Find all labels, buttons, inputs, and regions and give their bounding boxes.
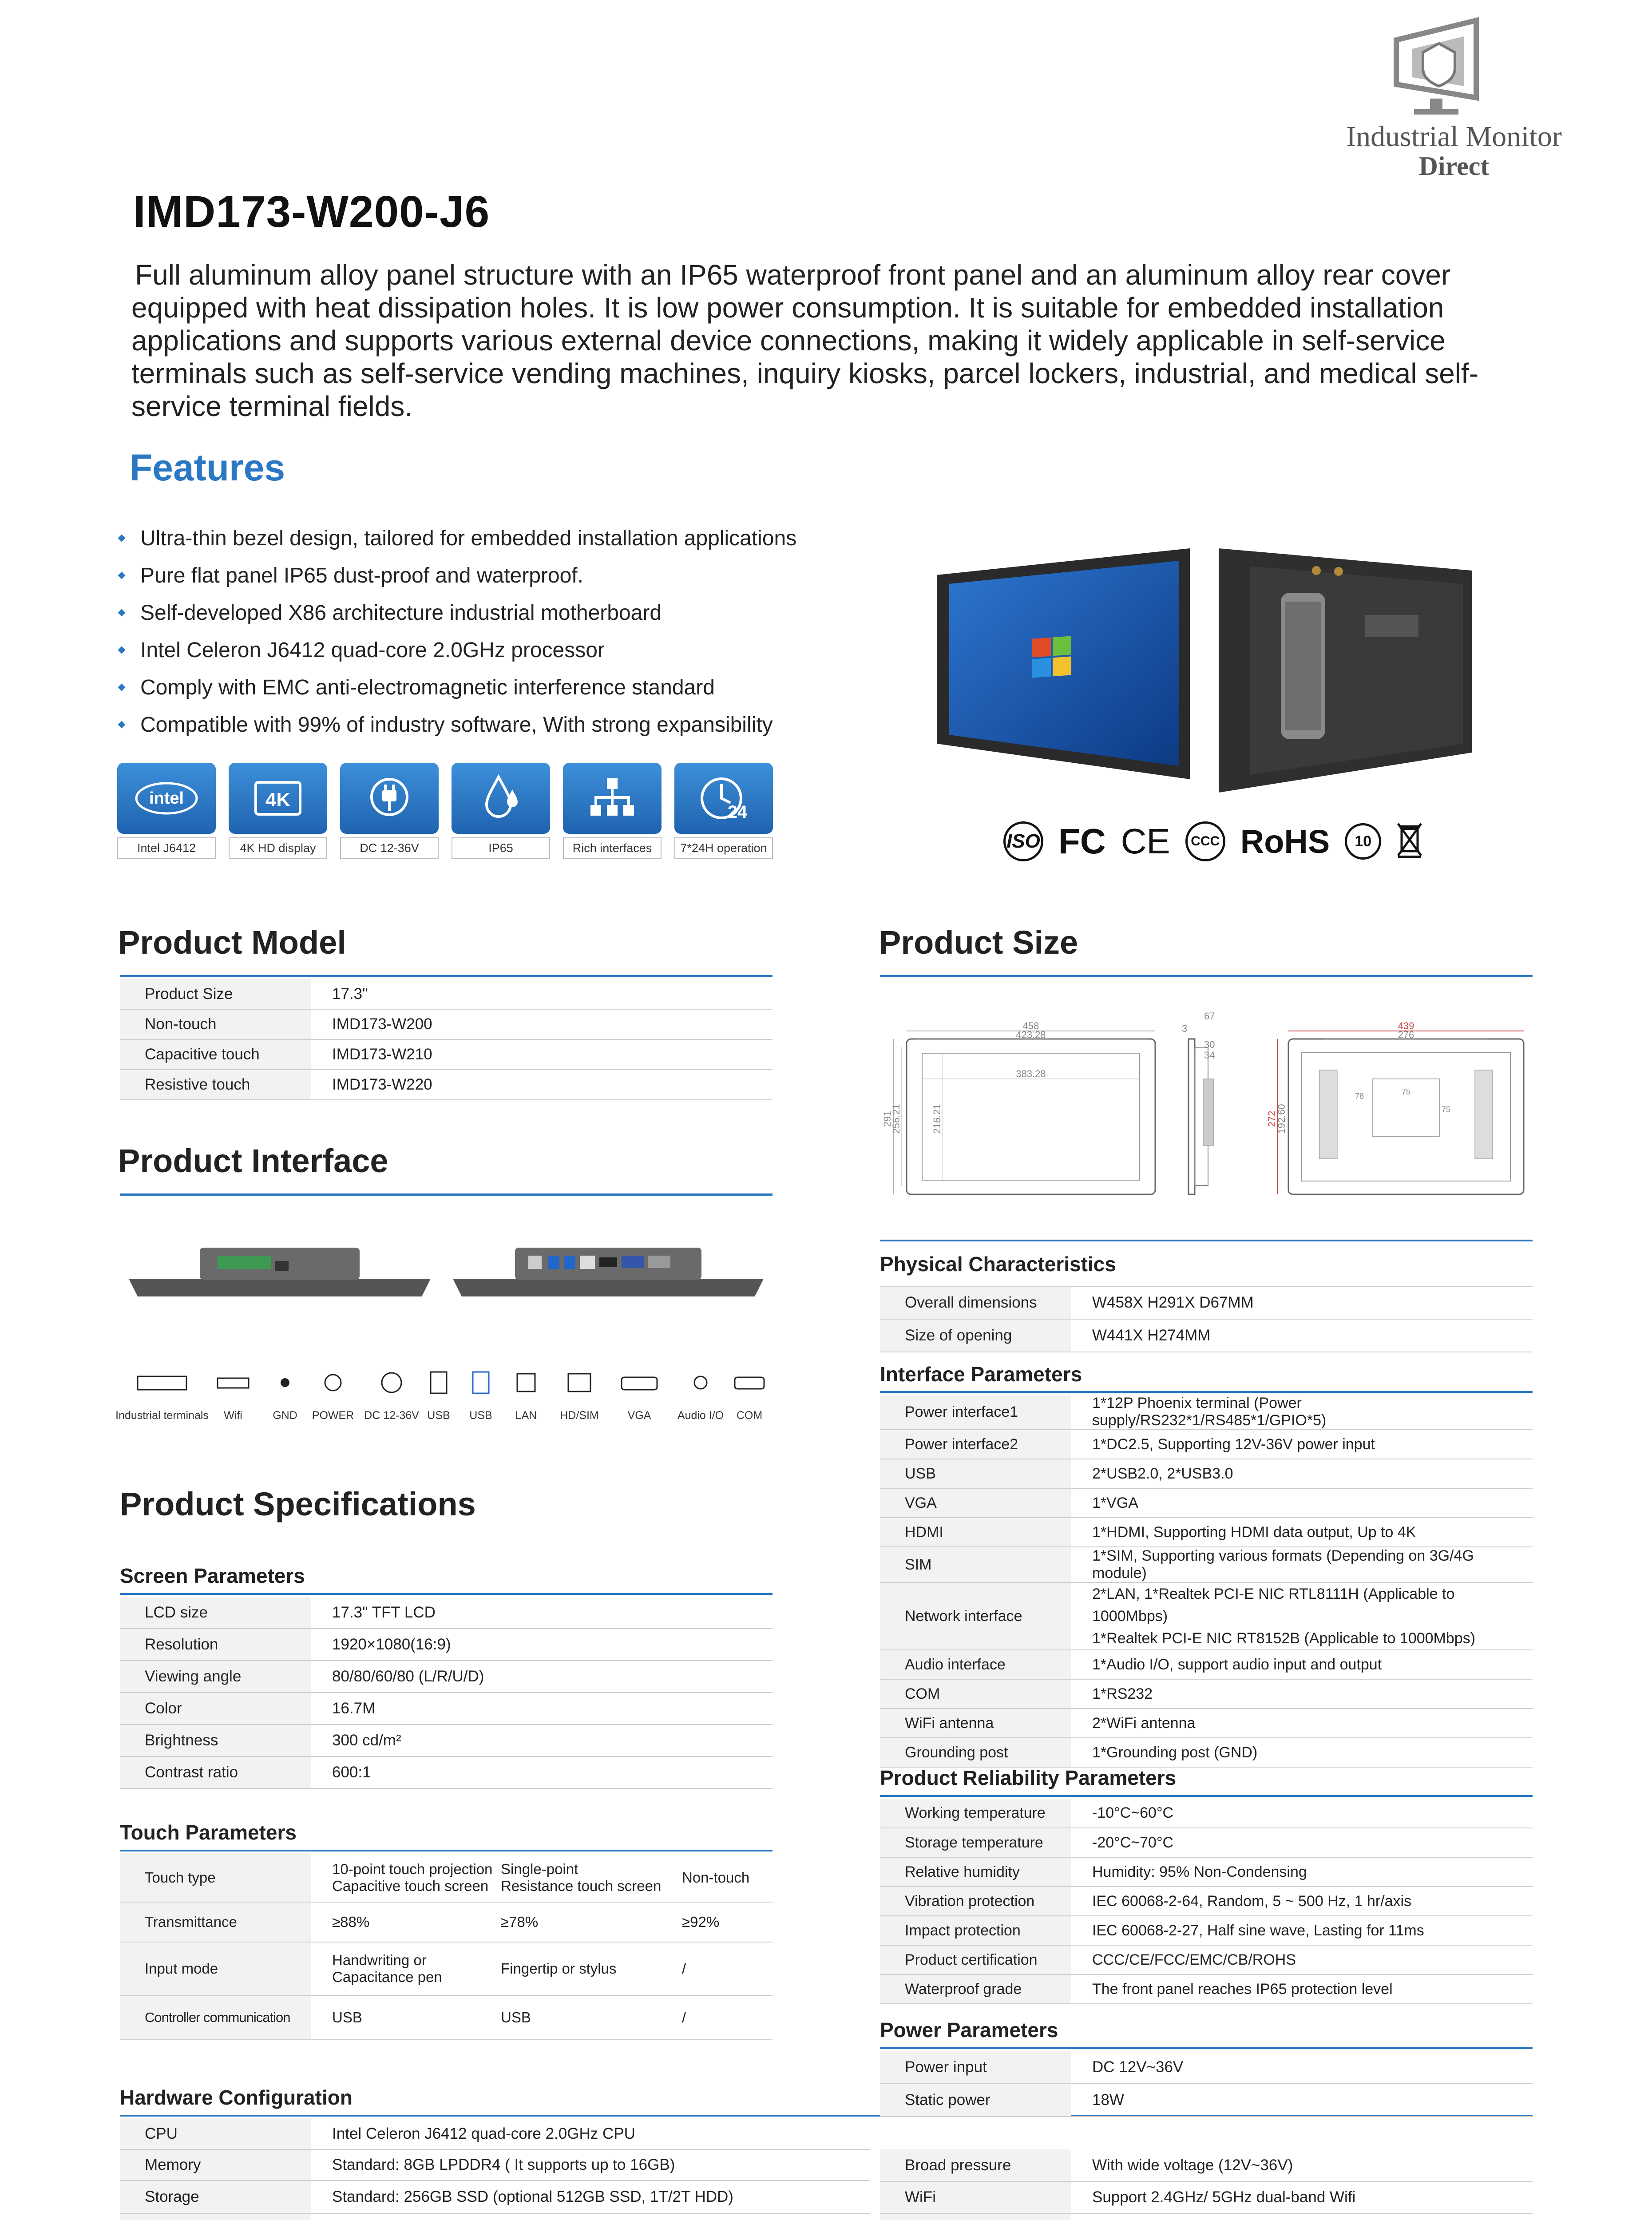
touch-parameters-heading: Touch Parameters bbox=[120, 1821, 297, 1844]
svg-text:383.28: 383.28 bbox=[1016, 1068, 1046, 1079]
section-rule bbox=[880, 975, 1533, 977]
svg-text:272: 272 bbox=[1266, 1110, 1277, 1127]
table-row: USB 2*USB2.0, 2*USB3.0 bbox=[880, 1459, 1533, 1488]
table-row: Overall dimensions W458X H291X D67MM bbox=[880, 1286, 1533, 1319]
table-row: Capacitive touch IMD173-W210 bbox=[120, 1039, 773, 1070]
interface-photo-right bbox=[453, 1234, 764, 1296]
badge-4k bbox=[229, 763, 327, 859]
certifications-row bbox=[1003, 821, 1447, 861]
feature-item: Comply with EMC anti-electromagnetic interference standard bbox=[116, 669, 871, 706]
interface-label: VGA bbox=[627, 1409, 651, 1422]
table-row: Size of opening W441X H274MM bbox=[880, 1319, 1533, 1352]
intro-line: terminals such as self-service vending machines, inquiry kiosks, parcel lockers, industrial, and medical self- bbox=[131, 357, 1479, 389]
product-intro bbox=[131, 258, 1508, 423]
feature-item: Pure flat panel IP65 dust-proof and waterproof. bbox=[116, 557, 871, 594]
product-specifications-heading: Product Specifications bbox=[120, 1486, 476, 1522]
intel-icon bbox=[117, 763, 216, 834]
table-row: Resistive touch IMD173-W220 bbox=[120, 1070, 773, 1100]
interface-label: LAN bbox=[515, 1409, 537, 1422]
table-row: Storage temperature -20°C~70°C bbox=[880, 1828, 1533, 1857]
feature-item: Self-developed X86 architecture industrial motherboard bbox=[116, 594, 871, 631]
table-row: Power interface1 1*12P Phoenix terminal (Power supply/RS232*1/RS485*1/GPIO*5) bbox=[880, 1395, 1533, 1430]
interface-photo-left bbox=[129, 1234, 431, 1296]
svg-text:439: 439 bbox=[1398, 1020, 1414, 1031]
table-row: WiFi antenna 2*WiFi antenna bbox=[880, 1709, 1533, 1738]
table-row: SIM 1*SIM, Supporting various formats (Depending on 3G/4G module) bbox=[880, 1547, 1533, 1582]
product-interface-heading: Product Interface bbox=[118, 1142, 388, 1179]
table-row: Color 16.7M bbox=[120, 1693, 773, 1724]
interface-icons-row bbox=[115, 1368, 773, 1422]
interface-label: Audio I/O bbox=[677, 1409, 724, 1422]
interface-label: USB bbox=[427, 1409, 450, 1422]
badge-label: Intel J6412 bbox=[117, 837, 216, 859]
table-row bbox=[120, 2213, 870, 2220]
interface-label: COM bbox=[736, 1409, 763, 1422]
brand-name-line2: Direct bbox=[1418, 151, 1490, 181]
reliability-parameters-heading: Product Reliability Parameters bbox=[880, 1766, 1177, 1789]
bullet-icon bbox=[118, 684, 126, 691]
table-row: Viewing angle 80/80/60/80 (L/R/U/D) bbox=[120, 1661, 773, 1693]
section-rule bbox=[120, 1850, 773, 1851]
interface-label: HD/SIM bbox=[560, 1409, 599, 1422]
product-photo-front bbox=[928, 539, 1194, 788]
gnd-icon bbox=[281, 1378, 289, 1387]
table-row: Input mode Handwriting or Capacitance pen Fingertip or stylus / bbox=[120, 1942, 773, 1995]
svg-text:24: 24 bbox=[727, 802, 748, 822]
badge-label: 4K HD display bbox=[229, 837, 327, 859]
hardware-table-left bbox=[120, 2118, 870, 2220]
table-row: Contrast ratio 600:1 bbox=[120, 1756, 773, 1788]
ccc-icon: CCC bbox=[1185, 821, 1225, 861]
interface-parameters-heading: Interface Parameters bbox=[880, 1363, 1082, 1386]
physical-characteristics-table bbox=[880, 1286, 1533, 1352]
screen-parameters-heading: Screen Parameters bbox=[120, 1564, 305, 1587]
table-row: Network interface 2*LAN, 1*Realtek PCI-E NIC RTL8111H (Applicable to 1000Mbps) 1*Realtek PCI-E NIC RT8152B (Applicable to 1000Mbps) bbox=[880, 1582, 1533, 1650]
power-parameters-heading: Power Parameters bbox=[880, 2018, 1058, 2042]
badge-ip65 bbox=[452, 763, 550, 859]
ce-icon: CE bbox=[1121, 821, 1170, 861]
table-row: Touch type 10-point touch projection Capacitive touch screen Single-point Resistance touch screen Non-touch bbox=[120, 1853, 773, 1902]
brand-name-line1: Industrial Monitor bbox=[1346, 120, 1562, 153]
table-row: Grounding post 1*Grounding post (GND) bbox=[880, 1738, 1533, 1767]
hdmi-port-icon bbox=[568, 1374, 590, 1391]
bullet-icon bbox=[118, 721, 126, 729]
power-plug-icon bbox=[340, 763, 439, 834]
terminal-block-icon bbox=[138, 1376, 186, 1390]
section-rule bbox=[880, 1391, 1533, 1393]
badge-label: DC 12-36V bbox=[340, 837, 439, 859]
section-rule bbox=[880, 2047, 1533, 2049]
product-size-heading: Product Size bbox=[879, 924, 1078, 961]
reliability-parameters-table bbox=[880, 1799, 1533, 2004]
network-icon bbox=[563, 763, 662, 834]
interface-label: Industrial terminals bbox=[115, 1409, 209, 1422]
table-row: Static power 18W bbox=[880, 2084, 1533, 2117]
power-parameters-table bbox=[880, 2051, 1533, 2117]
table-row: Power interface2 1*DC2.5, Supporting 12V-36V power input bbox=[880, 1430, 1533, 1459]
interface-label: DC 12-36V bbox=[364, 1409, 419, 1422]
table-row: Working temperature -10°C~60°C bbox=[880, 1799, 1533, 1828]
interface-parameters-table bbox=[880, 1395, 1533, 1768]
table-row: Brightness 300 cd/m² bbox=[120, 1724, 773, 1756]
interface-label: GND bbox=[273, 1409, 297, 1422]
svg-text:75: 75 bbox=[1441, 1105, 1451, 1114]
vga-port-icon bbox=[622, 1377, 657, 1390]
screen-parameters-table bbox=[120, 1597, 773, 1789]
badge-intel bbox=[117, 763, 216, 859]
interface-label: POWER bbox=[312, 1409, 354, 1422]
svg-text:75: 75 bbox=[1401, 1087, 1411, 1096]
table-row: Product certification CCC/CE/FCC/EMC/CB/ROHS bbox=[880, 1945, 1533, 1974]
section-rule bbox=[120, 975, 773, 977]
svg-text:intel: intel bbox=[149, 789, 184, 808]
interface-label: USB bbox=[469, 1409, 492, 1422]
feature-item: Ultra-thin bezel design, tailored for embedded installation applications bbox=[116, 519, 871, 557]
product-photo-rear bbox=[1214, 544, 1476, 793]
svg-text:3: 3 bbox=[1182, 1023, 1188, 1034]
interface-label: Wifi bbox=[224, 1409, 242, 1422]
intro-line: service terminal fields. bbox=[131, 390, 413, 422]
physical-characteristics-heading: Physical Characteristics bbox=[880, 1253, 1116, 1276]
hardware-table-right bbox=[880, 2149, 1533, 2220]
intro-line: applications and supports various external device connections, making it widely applicable in self-service bbox=[131, 325, 1446, 357]
fcc-icon: FC bbox=[1058, 821, 1106, 861]
audio-jack-icon bbox=[694, 1376, 707, 1389]
section-rule bbox=[120, 1193, 773, 1196]
table-row: Resolution 1920×1080(16:9) bbox=[120, 1629, 773, 1661]
bullet-icon bbox=[118, 646, 126, 654]
svg-text:216.21: 216.21 bbox=[931, 1104, 943, 1134]
com-port-icon bbox=[735, 1377, 764, 1389]
table-row: LCD size 17.3" TFT LCD bbox=[120, 1597, 773, 1629]
iso-icon: ISO bbox=[1003, 821, 1043, 861]
svg-text:78: 78 bbox=[1355, 1092, 1364, 1101]
dimension-drawing bbox=[880, 1003, 1533, 1208]
bullet-icon bbox=[118, 572, 126, 579]
weee-bin-icon bbox=[1396, 822, 1423, 861]
bullet-icon bbox=[118, 609, 126, 617]
epup-10-icon: 10 bbox=[1345, 823, 1381, 860]
svg-text:192.60: 192.60 bbox=[1276, 1104, 1287, 1134]
table-row: HDMI 1*HDMI, Supporting HDMI data output, Up to 4K bbox=[880, 1518, 1533, 1547]
table-row: COM 1*RS232 bbox=[880, 1679, 1533, 1709]
section-rule bbox=[120, 1593, 773, 1595]
svg-text:30: 30 bbox=[1204, 1039, 1215, 1050]
table-row: Vibration protection IEC 60068-2-64, Random, 5 ~ 500 Hz, 1 hr/axis bbox=[880, 1887, 1533, 1916]
svg-text:291: 291 bbox=[882, 1110, 893, 1127]
bullet-icon bbox=[118, 535, 126, 542]
brand-logo bbox=[1346, 13, 1562, 181]
wifi-antenna-icon bbox=[218, 1378, 249, 1388]
section-rule bbox=[880, 1240, 1533, 1241]
table-row: Broad pressure With wide voltage (12V~36V) bbox=[880, 2149, 1533, 2181]
product-title: IMD173-W200-J6 bbox=[133, 187, 490, 237]
feature-item: Compatible with 99% of industry software, With strong expansibility bbox=[116, 706, 871, 743]
table-row: Transmittance ≥88% ≥78% ≥92% bbox=[120, 1902, 773, 1942]
table-row: Memory Standard: 8GB LPDDR4 ( It supports up to 16GB) bbox=[120, 2149, 870, 2180]
power-button-icon bbox=[325, 1375, 341, 1391]
dc-jack-icon bbox=[382, 1373, 401, 1392]
table-row: Audio interface 1*Audio I/O, support audio input and output bbox=[880, 1650, 1533, 1679]
badge-label: IP65 bbox=[452, 837, 550, 859]
usb-port-icon bbox=[431, 1372, 447, 1393]
table-row: Controller communication USB USB / bbox=[120, 1995, 773, 2040]
features-heading: Features bbox=[130, 447, 285, 488]
svg-text:256.21: 256.21 bbox=[891, 1104, 902, 1134]
4k-icon bbox=[229, 763, 327, 834]
lan-port-icon bbox=[517, 1374, 535, 1391]
usb-port-icon bbox=[473, 1372, 489, 1393]
svg-text:423.28: 423.28 bbox=[1016, 1029, 1046, 1040]
table-row: Non-touch IMD173-W200 bbox=[120, 1009, 773, 1039]
svg-text:67: 67 bbox=[1204, 1011, 1215, 1022]
table-row: Impact protection IEC 60068-2-27, Half sine wave, Lasting for 11ms bbox=[880, 1916, 1533, 1945]
water-drop-icon bbox=[452, 763, 550, 834]
table-row: Power input DC 12V~36V bbox=[880, 2051, 1533, 2084]
feature-item: Intel Celeron J6412 quad-core 2.0GHz processor bbox=[116, 631, 871, 669]
badge-label: 7*24H operation bbox=[674, 837, 773, 859]
svg-text:34: 34 bbox=[1204, 1050, 1215, 1061]
intro-line: Full aluminum alloy panel structure with an IP65 waterproof front panel and an aluminum alloy rear cover bbox=[135, 259, 1451, 291]
svg-text:276: 276 bbox=[1398, 1029, 1414, 1040]
table-row: WiFi Support 2.4GHz/ 5GHz dual-band Wifi bbox=[880, 2181, 1533, 2213]
badge-interfaces bbox=[563, 763, 662, 859]
intro-line: equipped with heat dissipation holes. It is low power consumption. It is suitable for embedded installation bbox=[131, 292, 1444, 324]
table-row: Product Size 17.3" bbox=[120, 979, 773, 1009]
clock-24-icon bbox=[674, 763, 773, 834]
hardware-configuration-heading: Hardware Configuration bbox=[120, 2086, 353, 2109]
section-rule bbox=[880, 1795, 1533, 1797]
table-row: VGA 1*VGA bbox=[880, 1488, 1533, 1518]
table-row: Storage Standard: 256GB SSD (optional 512GB SSD, 1T/2T HDD) bbox=[120, 2180, 870, 2213]
badge-dc bbox=[340, 763, 439, 859]
badge-24h bbox=[674, 763, 773, 859]
table-row bbox=[880, 2213, 1533, 2220]
badge-label: Rich interfaces bbox=[563, 837, 662, 859]
svg-text:4K: 4K bbox=[265, 789, 291, 811]
rohs-icon: RoHS bbox=[1240, 823, 1330, 860]
table-row: Waterproof grade The front panel reaches IP65 protection level bbox=[880, 1974, 1533, 2004]
monitor-logo-icon bbox=[1387, 13, 1494, 120]
table-row: CPU Intel Celeron J6412 quad-core 2.0GHz CPU bbox=[120, 2118, 870, 2149]
touch-parameters-table bbox=[120, 1853, 773, 2040]
product-model-table bbox=[120, 979, 773, 1100]
features-list bbox=[116, 519, 871, 743]
svg-text:458: 458 bbox=[1022, 1020, 1039, 1031]
table-row: Relative humidity Humidity: 95% Non-Condensing bbox=[880, 1857, 1533, 1887]
product-model-heading: Product Model bbox=[118, 924, 346, 961]
